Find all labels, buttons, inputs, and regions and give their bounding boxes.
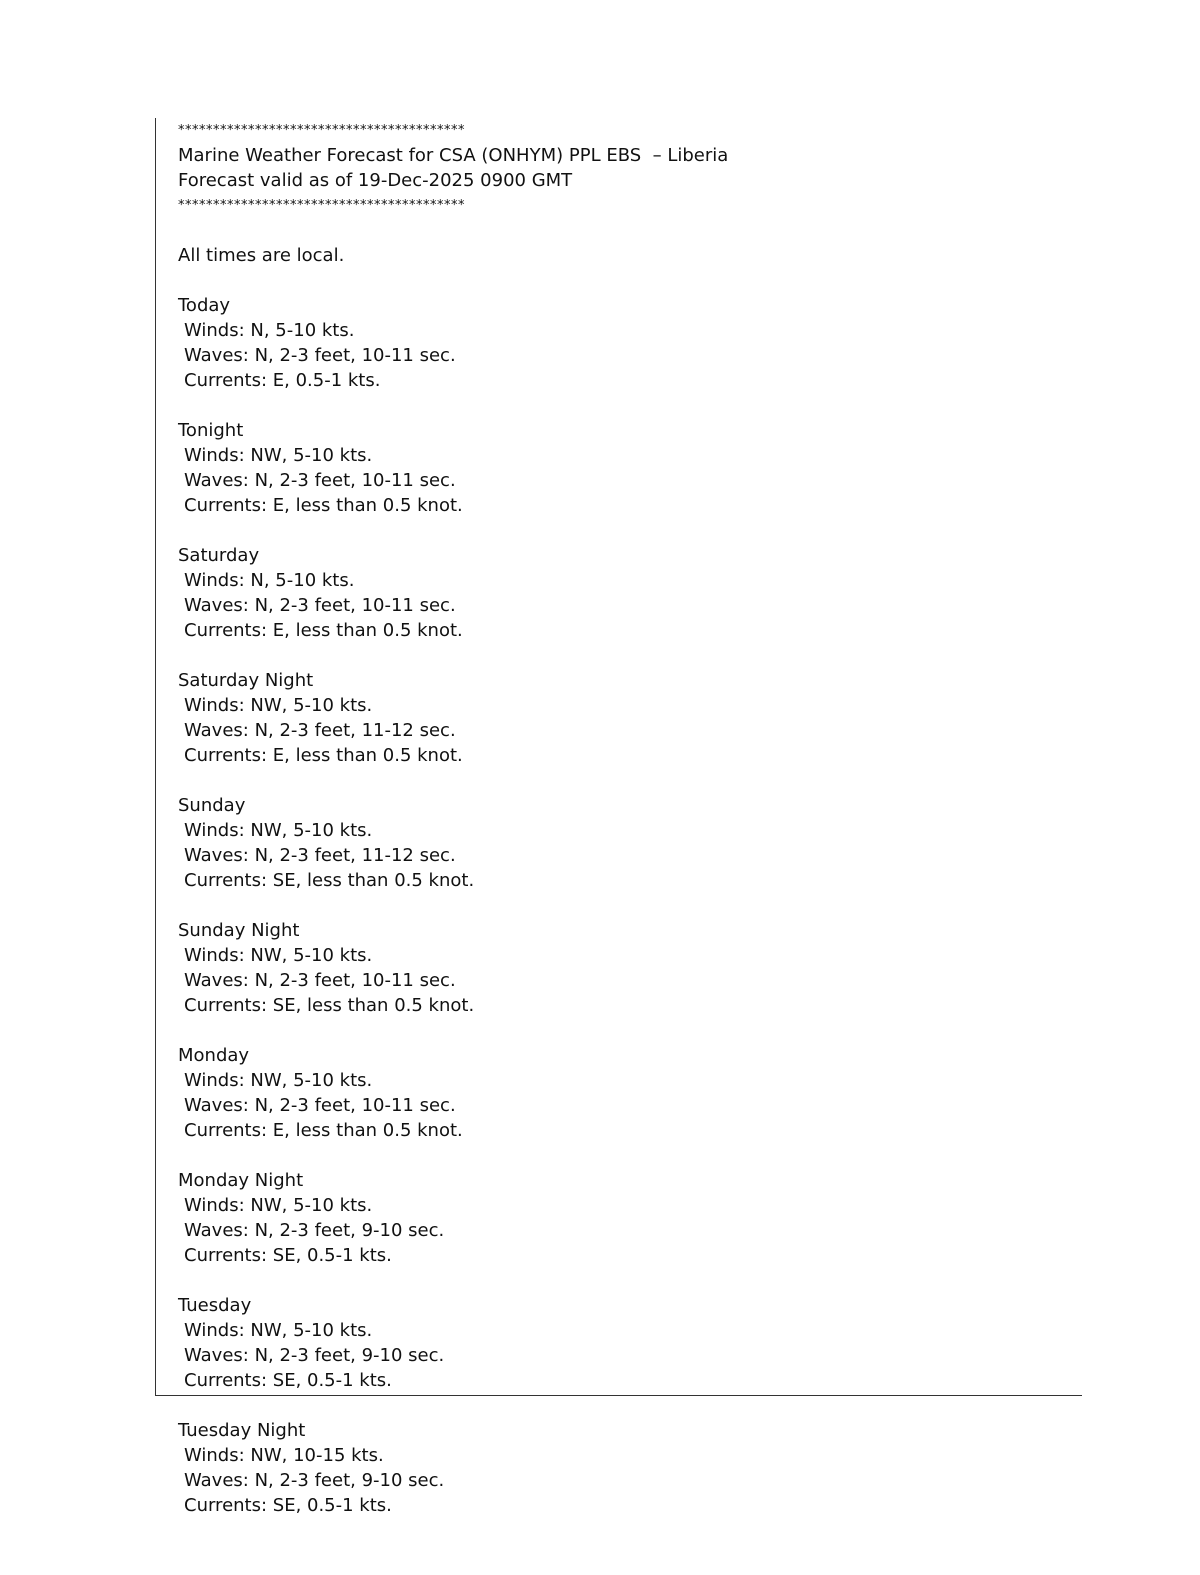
period-winds: Winds: NW, 5-10 kts. bbox=[184, 820, 373, 841]
header-stars-bottom: ***************************************** bbox=[178, 198, 465, 213]
period-winds: Winds: NW, 5-10 kts. bbox=[184, 1070, 373, 1091]
forecast-period bbox=[178, 393, 1058, 518]
period-waves: Waves: N, 2-3 feet, 11-12 sec. bbox=[184, 845, 456, 866]
forecast-period bbox=[178, 1143, 1058, 1268]
period-currents: Currents: E, less than 0.5 knot. bbox=[184, 620, 463, 641]
period-currents: Currents: SE, 0.5-1 kts. bbox=[184, 1495, 392, 1516]
period-currents: Currents: E, less than 0.5 knot. bbox=[184, 745, 463, 766]
period-waves: Waves: N, 2-3 feet, 10-11 sec. bbox=[184, 345, 456, 366]
period-name: Monday Night bbox=[178, 1170, 304, 1191]
period-currents: Currents: E, less than 0.5 knot. bbox=[184, 1120, 463, 1141]
period-name: Sunday Night bbox=[178, 920, 300, 941]
forecast-period bbox=[178, 893, 1058, 1018]
period-waves: Waves: N, 2-3 feet, 9-10 sec. bbox=[184, 1220, 445, 1241]
forecast-period bbox=[178, 1018, 1058, 1143]
period-winds: Winds: NW, 5-10 kts. bbox=[184, 445, 373, 466]
times-note: All times are local. bbox=[178, 245, 345, 266]
period-currents: Currents: SE, less than 0.5 knot. bbox=[184, 870, 475, 891]
period-currents: Currents: E, less than 0.5 knot. bbox=[184, 495, 463, 516]
header-stars-top: ***************************************** bbox=[178, 123, 465, 138]
period-winds: Winds: NW, 10-15 kts. bbox=[184, 1445, 384, 1466]
period-name: Sunday bbox=[178, 795, 246, 816]
period-currents: Currents: SE, 0.5-1 kts. bbox=[184, 1245, 392, 1266]
forecast-content bbox=[178, 118, 1058, 1518]
period-waves: Waves: N, 2-3 feet, 9-10 sec. bbox=[184, 1345, 445, 1366]
period-winds: Winds: NW, 5-10 kts. bbox=[184, 945, 373, 966]
period-waves: Waves: N, 2-3 feet, 10-11 sec. bbox=[184, 470, 456, 491]
frame-left-border bbox=[155, 118, 156, 1396]
period-waves: Waves: N, 2-3 feet, 10-11 sec. bbox=[184, 970, 456, 991]
period-name: Monday bbox=[178, 1045, 250, 1066]
period-name: Saturday Night bbox=[178, 670, 314, 691]
period-winds: Winds: NW, 5-10 kts. bbox=[184, 695, 373, 716]
period-currents: Currents: E, 0.5-1 kts. bbox=[184, 370, 381, 391]
forecast-period bbox=[178, 768, 1058, 893]
period-winds: Winds: N, 5-10 kts. bbox=[184, 320, 355, 341]
forecast-period bbox=[178, 643, 1058, 768]
period-winds: Winds: NW, 5-10 kts. bbox=[184, 1320, 373, 1341]
forecast-period bbox=[178, 518, 1058, 643]
period-waves: Waves: N, 2-3 feet, 9-10 sec. bbox=[184, 1470, 445, 1491]
period-winds: Winds: N, 5-10 kts. bbox=[184, 570, 355, 591]
period-name: Tuesday Night bbox=[178, 1420, 306, 1441]
forecast-title: Marine Weather Forecast for CSA (ONHYM) PPL EBS – Liberia bbox=[178, 145, 729, 166]
forecast-valid-time: Forecast valid as of 19-Dec-2025 0900 GMT bbox=[178, 170, 573, 191]
period-currents: Currents: SE, less than 0.5 knot. bbox=[184, 995, 475, 1016]
period-winds: Winds: NW, 5-10 kts. bbox=[184, 1195, 373, 1216]
period-name: Saturday bbox=[178, 545, 260, 566]
forecast-period bbox=[178, 268, 1058, 393]
forecast-period bbox=[178, 1393, 1058, 1518]
period-waves: Waves: N, 2-3 feet, 11-12 sec. bbox=[184, 720, 456, 741]
period-name: Tonight bbox=[178, 420, 244, 441]
period-currents: Currents: SE, 0.5-1 kts. bbox=[184, 1370, 392, 1391]
period-name: Today bbox=[178, 295, 231, 316]
forecast-periods bbox=[178, 268, 1058, 1518]
period-name: Tuesday bbox=[178, 1295, 252, 1316]
period-waves: Waves: N, 2-3 feet, 10-11 sec. bbox=[184, 1095, 456, 1116]
period-waves: Waves: N, 2-3 feet, 10-11 sec. bbox=[184, 595, 456, 616]
forecast-period bbox=[178, 1268, 1058, 1393]
